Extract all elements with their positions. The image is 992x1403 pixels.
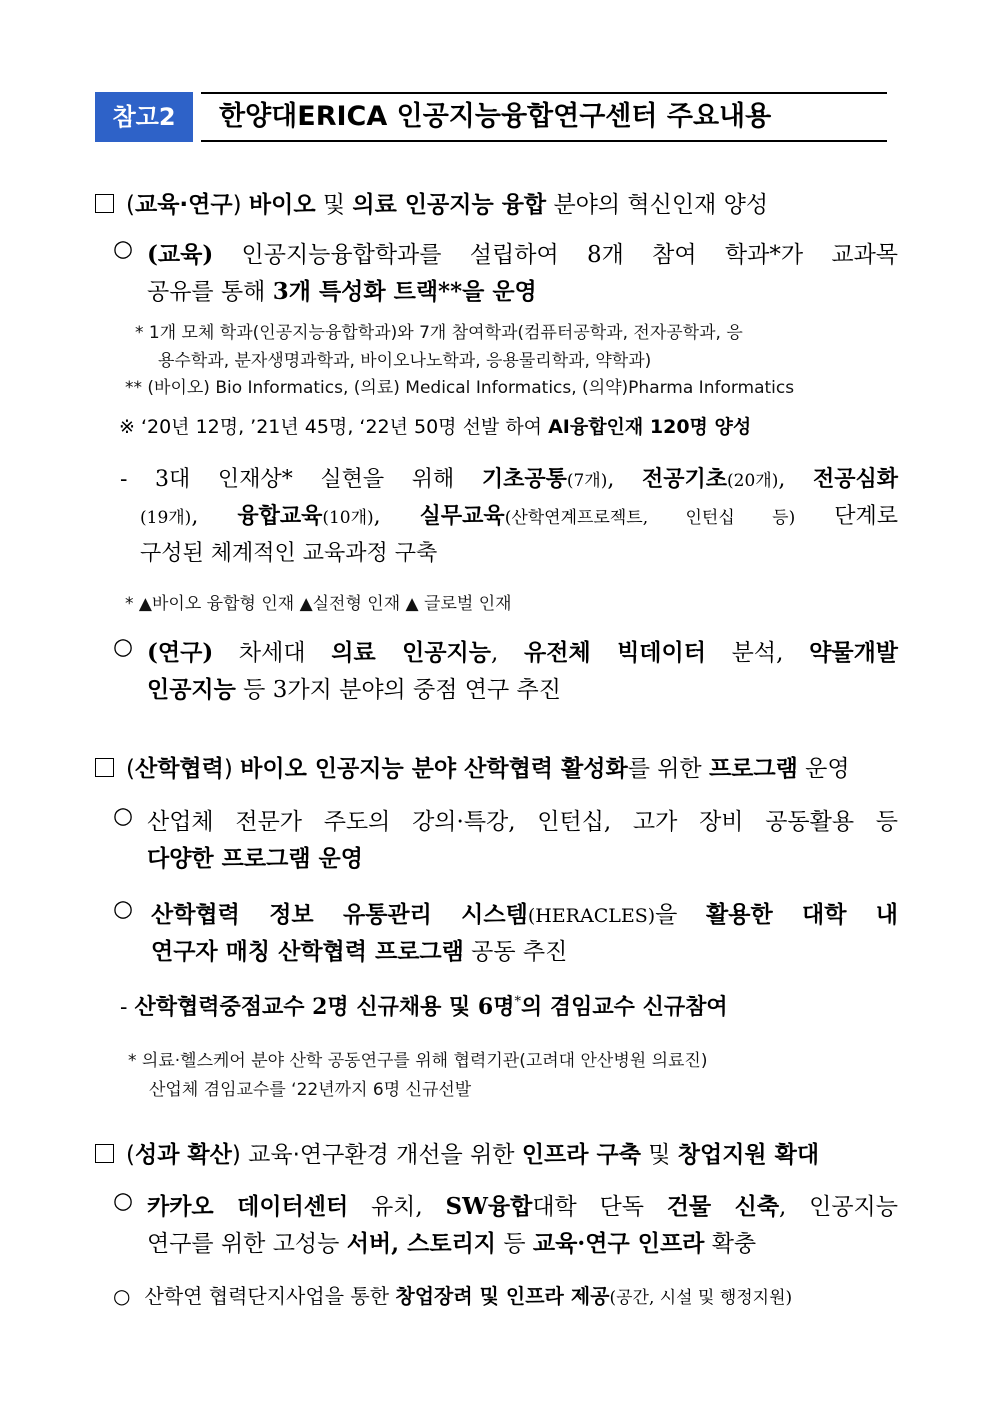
reference-note-ai-talent: ※ ‘20년 12명, ’21년 45명, ‘22년 50명 선발 하여 AI융합인재 120명 양성	[119, 416, 752, 438]
bullet-infrastructure	[113, 1188, 898, 1268]
dash-line: (19개), 융합교육(10개), 실무교육(산학연계프로젝트, 인턴십 등) 단계로	[140, 503, 898, 529]
dash-curriculum	[120, 462, 898, 572]
circle-bullet-icon: ○	[113, 236, 134, 262]
circle-bullet-icon: ○	[113, 1284, 131, 1308]
dash-line: - 3대 인재상* 실현을 위해 기초공통(7개), 전공기초(20개), 전공심화	[120, 466, 898, 492]
dash-line: 구성된 체계적인 교육과정 구축	[140, 541, 438, 566]
dash-professors: - 산학협력중점교수 2명 신규채용 및 6명*의 겸임교수 신규참여	[120, 994, 728, 1020]
circle-bullet-icon: ○	[113, 1188, 134, 1214]
section-industry-cooperation-title: (산학협력) 바이오 인공지능 분야 산학협력 활성화를 위한 프로그램 운영	[95, 750, 850, 783]
footnote-participating-departments: * 1개 모체 학과(인공지능융합학과)와 7개 참여학과(컴퓨터공학과, 전자공학과, 응 용수학과, 분자생명과학과, 바이오나노학과, 응용물리학과, 약학과)	[135, 323, 743, 371]
checkbox-square-icon	[95, 1144, 114, 1163]
bullet-line: 연구를 위한 고성능 서버, 스토리지 등 교육·연구 인프라 확충	[147, 1230, 757, 1257]
bullet-line: (연구) 차세대 의료 인공지능, 유전체 빅데이터 분석, 약물개발	[147, 639, 899, 666]
bullet-line: 카카오 데이터센터 유치, SW융합대학 단독 건물 신축, 인공지능	[147, 1193, 898, 1220]
footnote-three-talent-types: * ▲바이오 융합형 인재 ▲실전형 인재 ▲ 글로벌 인재	[125, 594, 512, 614]
bullet-line: 인공지능 등 3가지 분야의 중점 연구 추진	[147, 676, 561, 703]
bullet-heracles	[113, 896, 898, 976]
page-title: 한양대ERICA 인공지능융합연구센터 주요내용	[219, 101, 772, 132]
reference-badge: 참고2	[95, 92, 193, 142]
bullet-line: 산업체 전문가 주도의 강의·특강, 인턴십, 고가 장비 공동활용 등	[147, 809, 898, 835]
checkbox-square-icon	[95, 194, 114, 213]
section-header	[95, 92, 887, 142]
circle-bullet-icon: ○	[113, 634, 134, 660]
checkbox-square-icon	[95, 758, 114, 777]
footnote-adjunct-professors: * 의료·헬스케어 분야 산학 공동연구를 위해 협력기관(고려대 안산병원 의료진) 산업체 겸임교수를 ‘22년까지 6명 신규선발	[128, 1051, 708, 1100]
bullet-education	[113, 236, 898, 316]
bullet-startup-support: ○ 산학연 협력단지사업을 통한 창업장려 및 인프라 제공(공간, 시설 및 행정지원)	[113, 1284, 793, 1308]
bullet-line: 산학협력 정보 유통관리 시스템(HERACLES)을 활용한 대학 내	[151, 901, 898, 928]
bullet-line: (교육) 인공지능융합학과를 설립하여 8개 참여 학과*가 교과목	[147, 241, 898, 268]
bullet-industry-programs	[113, 803, 898, 883]
circle-bullet-icon: ○	[113, 803, 134, 829]
footnote-tracks: ** (바이오) Bio Informatics, (의료) Medical Informatics, (의약)Pharma Informatics	[125, 378, 795, 398]
bullet-line: 공유를 통해 3개 특성화 트랙**을 운영	[147, 278, 537, 305]
header-rule-bottom	[201, 140, 887, 142]
section-education-research-title: (교육·연구) 바이오 및 의료 인공지능 융합 분야의 혁신인재 양성	[95, 186, 768, 219]
section-outcome-diffusion-title: (성과 확산) 교육·연구환경 개선을 위한 인프라 구축 및 창업지원 확대	[95, 1136, 819, 1169]
bullet-line: 다양한 프로그램 운영	[147, 845, 363, 872]
circle-bullet-icon: ○	[113, 896, 134, 922]
bullet-research	[113, 634, 898, 714]
bullet-line: 연구자 매칭 산학협력 프로그램 공동 추진	[151, 938, 568, 965]
